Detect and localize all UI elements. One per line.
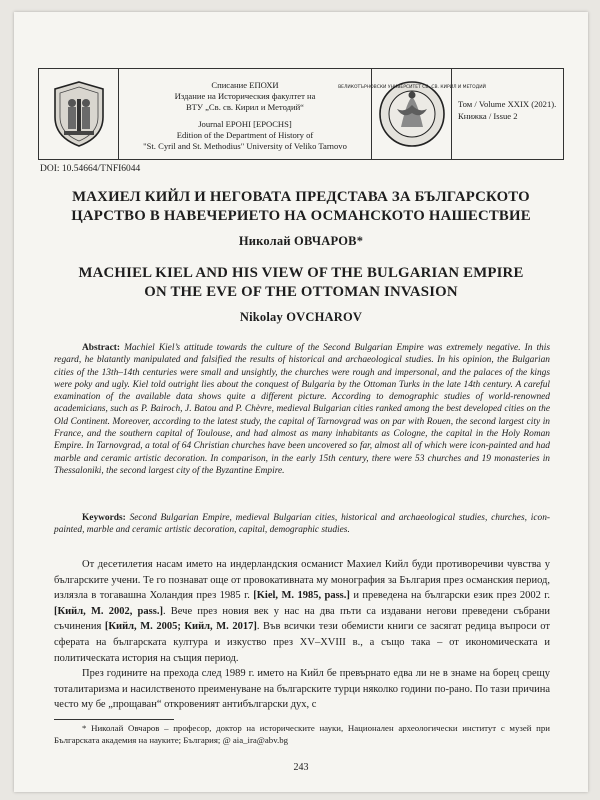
article-body (54, 557, 550, 713)
citation-kiel-2002: [Кийл, М. 2002, pass.] (54, 605, 163, 617)
keywords (54, 512, 550, 537)
edition-en-line1: Edition of the Department of History of (176, 130, 314, 140)
p1-text-d: . Във всички тези обемисти книги се засягат редица въпроси от сферата на българската култура и изкуство през XV–XVIII в., а също така – от икономическата и политическата история на същия период. (54, 621, 550, 664)
title-bg (34, 188, 568, 226)
title-bg-line1: МАХИЕЛ КИЙЛ И НЕГОВАТА ПРЕДСТАВА ЗА БЪЛГАРСКОТО (72, 189, 530, 205)
p1-text-b: и преведена на български език през 2002 г. (349, 590, 551, 602)
university-seal-icon (39, 69, 119, 159)
keywords-text: Second Bulgarian Empire, medieval Bulgarian cities, historical and archaeological studies, churches, icon-painted, marble and ceramic artistic decoration, capital, demographic studies. (54, 513, 551, 536)
citation-kiel-1985: [Kiel, M. 1985, pass.] (253, 590, 350, 602)
abstract-label: Abstract: (82, 343, 121, 353)
author-bg: Николай ОВЧАРОВ* (238, 234, 364, 248)
footnote-divider (54, 719, 174, 720)
paragraph-2: През годините на прехода след 1989 г. името на Кийл бе превърнато едва ли не в знаме на борец срещу тоталитаризма и насилственото преименуване на българските турци няколко години по-рано. По тази причина често му бе „прощаван“ откровеният антибългарски дух, с (54, 668, 550, 711)
footnote: * Николай Овчаров – професор, доктор на историческите науки, Национален археологически институт с музей при Българската академия на науките; България; @ aia_ira@abv.bg (54, 723, 550, 745)
p1-text-c: . Вече през новия век у нас на два пъти са издавани негови преведени събрани съчинения (54, 605, 550, 633)
edition-bg-line2: ВТУ „Св. св. Кирил и Методий“ (186, 102, 304, 112)
journal-page (14, 12, 588, 792)
issue: Книжка / Issue 2 (458, 110, 518, 121)
seal-ring-text: ВЕЛИКОТЪРНОВСКИ УНИВЕРСИТЕТ СВ. СВ. КИРИЛ И МЕТОДИЙ (337, 85, 486, 90)
title-en-line2: ON THE EVE OF THE OTTOMAN INVASION (144, 284, 458, 300)
p1-text-a: От десетилетия насам името на индерландския османист Махиел Кийл буди противоречиви чувства у българските учени. Те го познават още от провокативната му монография за България през османския период, излязла в тогавашна Холандия през 1985 г. (54, 559, 550, 602)
edition-bg-line1: Издание на Историческия факултет на (174, 91, 316, 101)
title-en (34, 264, 568, 302)
volume-info (451, 69, 563, 159)
doi[interactable]: DOI: 10.54664/TNFI6044 (40, 164, 141, 174)
journal-name-en: Journal EPOHI [EPOCHS] (198, 119, 292, 129)
keywords-label: Keywords: (82, 513, 126, 523)
author-en: Nikolay OVCHAROV (239, 310, 363, 324)
title-bg-line2: ЦАРСТВО В НАВЕЧЕРИЕТО НА ОСМАНСКОТО НАШЕСТВИЕ (71, 208, 531, 224)
title-en-line1: MACHIEL KIEL AND HIS VIEW OF THE BULGARIAN EMPIRE (78, 265, 524, 281)
volume: Том / Volume XXIX (2021). (458, 99, 557, 109)
abstract (54, 342, 550, 477)
citation-kiel-2005-2017: [Кийл, М. 2005; Кийл, М. 2017] (104, 621, 257, 633)
edition-en-line2: "St. Cyril and St. Methodius" University of Veliko Tarnovo (143, 141, 347, 151)
paragraph-1 (54, 557, 550, 666)
abstract-text: Machiel Kiel’s attitude towards the culture of the Second Bulgarian Empire was extremely negative. In this regard, he blatantly manipulated and falsified the results of historical and archaeological studies. In his opinion, the Bulgarian cities of the 13th–14th centuries were small and unsightly, the churches were rough and impersonal, and the palaces of the kings were poky and ugly. Kiel told outright lies about the conquest of Bulgaria by the Ottoman Turks in the late 14th century. A careful examination of the available data shows quite a different picture. According to demographic studies of world-renowned academicians, such as P. Bairoch, J. Batou and P. Chèvre, medieval Bulgarian cities ranked among the best developed cities on the Old Continent. Moreover, according to the latest study, the capital of Tarnovgrad was on par with Rouen, the second largest city in France, and the southern capital of Toulouse, and had almost as many inhabitants as Cologne, the capital in the Holy Roman Empire. In Tarnovgrad, a total of 64 Christian churches have been uncovered so far, almost all of which were icon-painted and had marble and ceramic artistic decoration. In comparison, in the early 15th century, there were 53 churches and 19 monasteries in Thessaloniki, the second largest city of the Byzantine Empire. (54, 343, 550, 476)
journal-name-bg: Списание ЕПОХИ (211, 80, 279, 90)
journal-header (38, 68, 564, 160)
journal-info (119, 69, 371, 159)
faculty-seal-icon (337, 69, 486, 159)
page-number: 243 (293, 762, 309, 773)
